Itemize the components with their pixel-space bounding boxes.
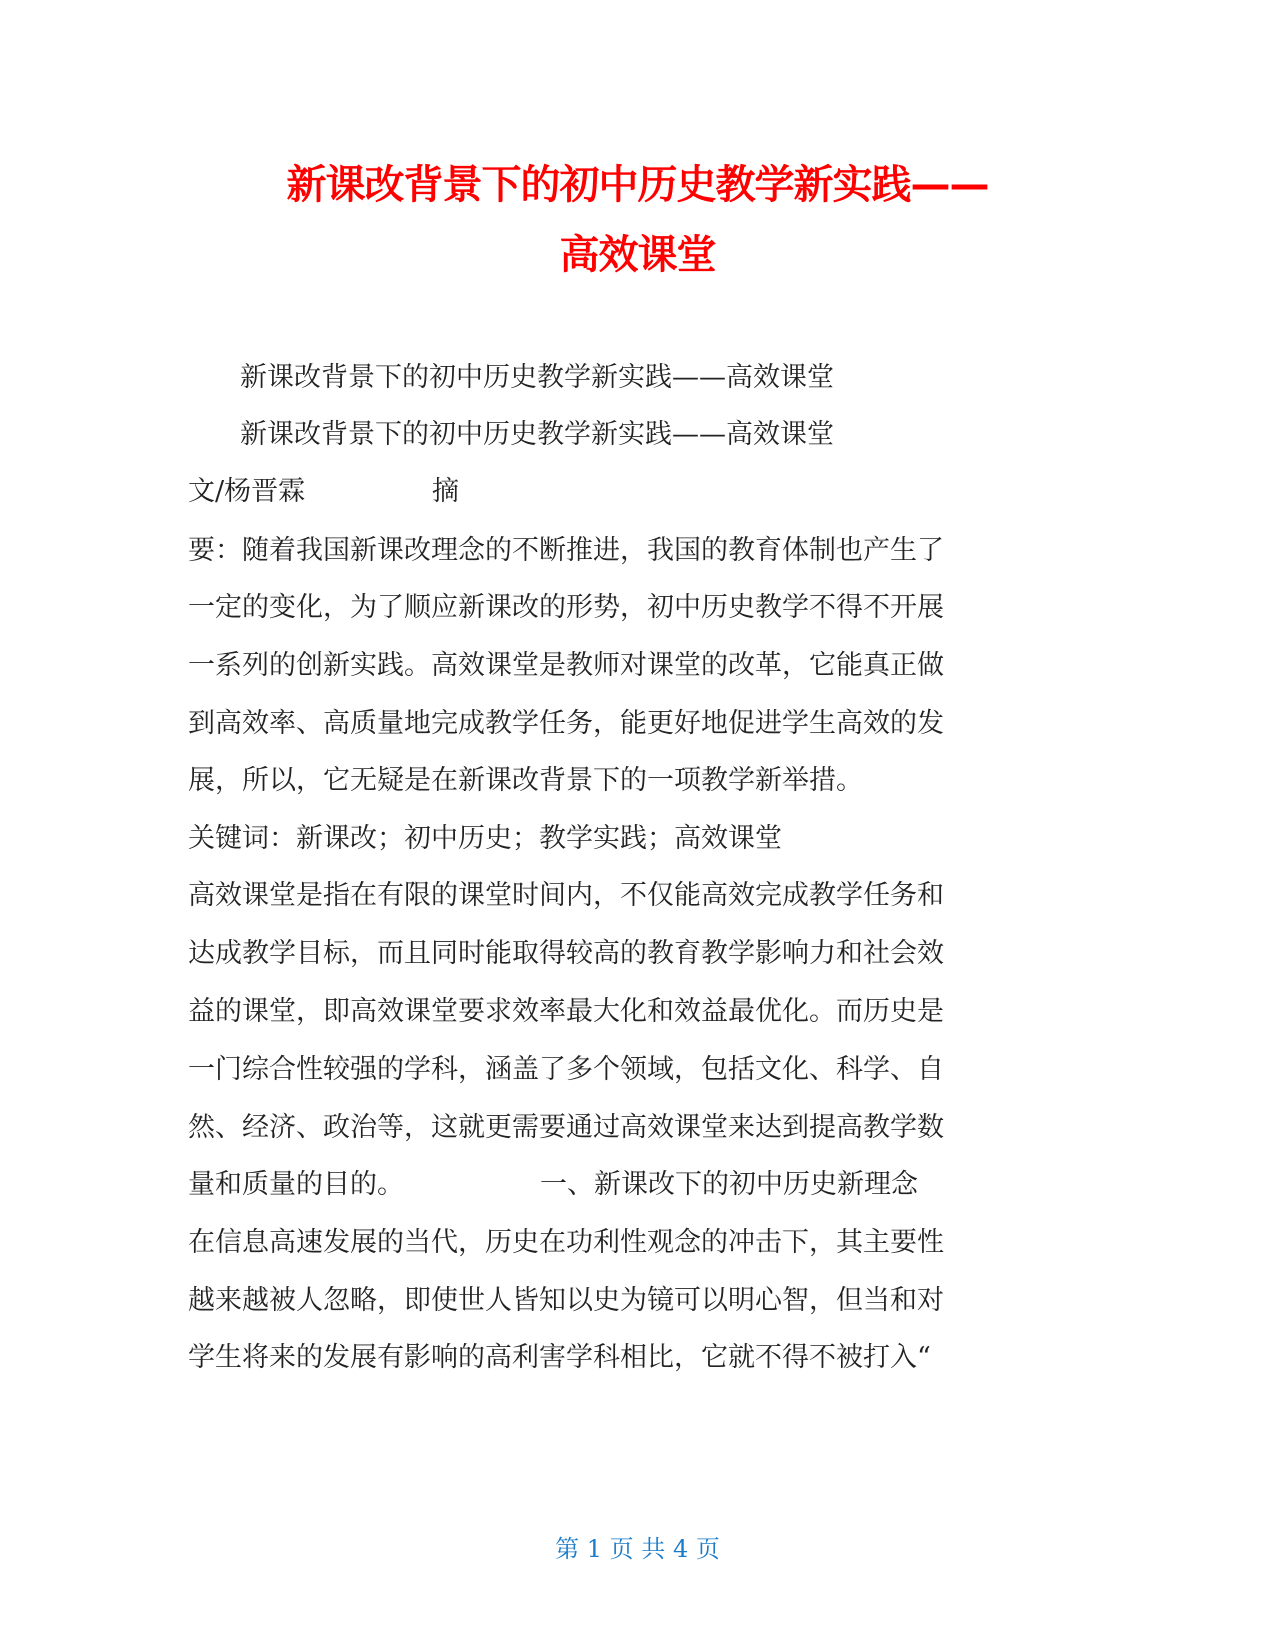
body-line: 达成教学目标，而且同时能取得较高的教育教学影响力和社会效 (188, 938, 944, 969)
body-line: 学生将来的发展有影响的高利害学科相比，它就不得不被打入“ (188, 1342, 931, 1373)
keywords-line: 关键词：新课改；初中历史；教学实践；高效课堂 (188, 823, 782, 854)
title-line-2: 高效课堂 (559, 232, 716, 278)
author-line: 文/杨晋霖 (188, 476, 306, 507)
body-line: 一定的变化，为了顺应新课改的形势，初中历史教学不得不开展 (188, 592, 944, 623)
body-line: 新课改背景下的初中历史教学新实践——高效课堂 (240, 419, 834, 450)
document-title (0, 150, 1275, 290)
body-line: 在信息高速发展的当代，历史在功利性观念的冲击下，其主要性 (188, 1227, 944, 1258)
section-heading: 一、新课改下的初中历史新理念 (540, 1169, 918, 1200)
body-line: 要：随着我国新课改理念的不断推进，我国的教育体制也产生了 (188, 535, 944, 566)
body-line: 新课改背景下的初中历史教学新实践——高效课堂 (240, 362, 834, 393)
body-line: 到高效率、高质量地完成教学任务，能更好地促进学生高效的发 (188, 708, 944, 739)
title-line-1: 新课改背景下的初中历史教学新实践—— (286, 162, 989, 208)
body-line: 一门综合性较强的学科，涵盖了多个领域，包括文化、科学、自 (188, 1054, 944, 1085)
body-line: 一系列的创新实践。高效课堂是教师对课堂的改革，它能真正做 (188, 650, 944, 681)
abstract-label: 摘 (432, 476, 459, 507)
body-line: 高效课堂是指在有限的课堂时间内，不仅能高效完成教学任务和 (188, 880, 944, 911)
body-line: 然、经济、政治等，这就更需要通过高效课堂来达到提高教学数 (188, 1112, 944, 1143)
body-line: 量和质量的目的。 (188, 1169, 404, 1200)
page-footer: 第 1 页 共 4 页 (555, 1535, 720, 1563)
body-line: 越来越被人忽略，即使世人皆知以史为镜可以明心智，但当和对 (188, 1285, 944, 1316)
body-line: 展，所以，它无疑是在新课改背景下的一项教学新举措。 (188, 765, 863, 796)
body-line: 益的课堂，即高效课堂要求效率最大化和效益最优化。而历史是 (188, 996, 944, 1027)
